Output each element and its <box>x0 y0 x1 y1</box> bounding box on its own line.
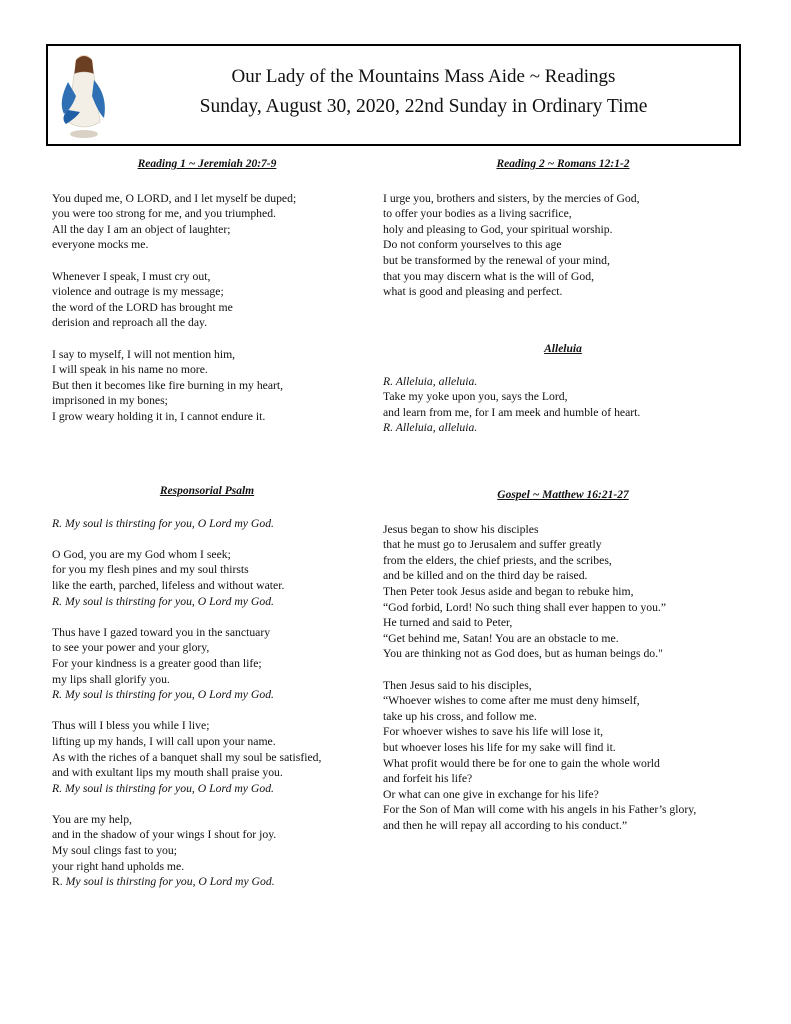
psalm-line: my lips shall glorify you. <box>52 672 170 686</box>
reading1-line: everyone mocks me. <box>52 238 149 252</box>
gospel-heading: Gospel ~ Matthew 16:21-27 <box>497 489 629 501</box>
psalm-line: and with exultant lips my mouth shall praise you. <box>52 766 283 780</box>
psalm-line: and in the shadow of your wings I shout for joy. <box>52 828 277 842</box>
reading1-line: Whenever I speak, I must cry out, <box>52 269 211 283</box>
psalm-response: R. My soul is thirsting for you, O Lord my God. <box>52 516 274 530</box>
gospel-line: and forfeit his life? <box>383 772 473 786</box>
psalm-line: As with the riches of a banquet shall my soul be satisfied, <box>52 750 322 764</box>
reading2-line: holy and pleasing to God, your spiritual worship. <box>383 222 613 236</box>
page-title: Our Lady of the Mountains Mass Aide ~ Readings <box>231 66 616 87</box>
psalm-section <box>52 484 362 890</box>
gospel-line: For the Son of Man will come with his angels in his Father’s glory, <box>383 803 697 817</box>
reading2-line: that you may discern what is the will of God, <box>383 269 594 283</box>
gospel-line: Jesus began to show his disciples <box>383 522 539 536</box>
reading1-line: you were too strong for me, and you triumphed. <box>52 207 276 221</box>
psalm-line: your right hand upholds me. <box>52 859 185 873</box>
reading1-line: I grow weary holding it in, I cannot endure it. <box>52 409 266 423</box>
reading1-line: I will speak in his name no more. <box>52 363 208 377</box>
alleluia-response: R. Alleluia, alleluia. <box>383 421 478 435</box>
reading2-section <box>383 157 743 300</box>
psalm-heading: Responsorial Psalm <box>159 485 255 497</box>
page-subtitle: Sunday, August 30, 2020, 22nd Sunday in Ordinary Time <box>199 96 648 117</box>
reading2-line: to offer your bodies as a living sacrifice, <box>383 207 572 221</box>
header-box <box>46 44 741 146</box>
psalm-line: For your kindness is a greater good than life; <box>52 656 262 670</box>
psalm-response: R. My soul is thirsting for you, O Lord my God. <box>52 688 274 702</box>
reading1-line: You duped me, O LORD, and I let myself be duped; <box>52 191 297 205</box>
gospel-line: Or what can one give in exchange for his life? <box>383 787 599 801</box>
psalm-line: lifting up my hands, I will call upon your name. <box>52 734 276 748</box>
alleluia-section <box>383 342 743 436</box>
reading1-line: All the day I am an object of laughter; <box>52 222 231 236</box>
psalm-line: You are my help, <box>52 812 132 826</box>
reading1-heading: Reading 1 ~ Jeremiah 20:7-9 <box>137 158 277 170</box>
gospel-line: that he must go to Jerusalem and suffer greatly <box>383 538 602 552</box>
psalm-final-response-text: My soul is thirsting for you, O Lord my God. <box>65 875 275 889</box>
reading1-line: But then it becomes like fire burning in my heart, <box>52 378 284 392</box>
psalm-line: My soul clings fast to you; <box>52 844 177 858</box>
gospel-line: “Get behind me, Satan! You are an obstacle to me. <box>383 631 619 645</box>
gospel-line: and be killed and on the third day be raised. <box>383 569 588 583</box>
reading1-line: violence and outrage is my message; <box>52 285 224 299</box>
gospel-line: For whoever wishes to save his life will lose it, <box>383 725 604 739</box>
gospel-line: but whoever loses his life for my sake will find it. <box>383 740 616 754</box>
gospel-line: take up his cross, and follow me. <box>383 709 537 723</box>
reading2-line: but be transformed by the renewal of your mind, <box>383 253 610 267</box>
reading1-line: imprisoned in my bones; <box>52 394 168 408</box>
psalm-response: R. My soul is thirsting for you, O Lord my God. <box>52 781 274 795</box>
psalm-final-r: R. <box>52 875 63 889</box>
gospel-line: Then Peter took Jesus aside and began to rebuke him, <box>383 584 634 598</box>
reading1-line: the word of the LORD has brought me <box>52 300 233 314</box>
reading2-line: what is good and pleasing and perfect. <box>383 285 563 299</box>
gospel-line: You are thinking not as God does, but as human beings do." <box>383 647 663 661</box>
psalm-line: to see your power and your glory, <box>52 641 210 655</box>
psalm-final-response <box>52 874 362 890</box>
psalm-line: Thus will I bless you while I live; <box>52 719 210 733</box>
gospel-line: from the elders, the chief priests, and the scribes, <box>383 553 612 567</box>
reading1-line: I say to myself, I will not mention him, <box>52 347 236 361</box>
psalm-response: R. My soul is thirsting for you, O Lord my God. <box>52 594 274 608</box>
gospel-line: “God forbid, Lord! No such thing shall ever happen to you.” <box>383 600 667 614</box>
reading2-line: Do not conform yourselves to this age <box>383 238 562 252</box>
gospel-line: What profit would there be for one to gain the whole world <box>383 756 660 770</box>
reading1-section <box>52 157 362 425</box>
gospel-line: “Whoever wishes to come after me must deny himself, <box>383 694 640 708</box>
psalm-line: Thus have I gazed toward you in the sanctuary <box>52 625 271 639</box>
alleluia-line: and learn from me, for I am meek and humble of heart. <box>383 405 641 419</box>
psalm-line: like the earth, parched, lifeless and without water. <box>52 578 285 592</box>
gospel-line: Then Jesus said to his disciples, <box>383 678 532 692</box>
gospel-line: and then he will repay all according to his conduct.” <box>383 818 628 832</box>
gospel-line: He turned and said to Peter, <box>383 616 513 630</box>
reading2-line: I urge you, brothers and sisters, by the mercies of God, <box>383 191 640 205</box>
alleluia-line: Take my yoke upon you, says the Lord, <box>383 390 568 404</box>
psalm-line: O God, you are my God whom I seek; <box>52 547 231 561</box>
alleluia-heading: Alleluia <box>544 343 582 355</box>
alleluia-response: R. Alleluia, alleluia. <box>383 374 478 388</box>
reading2-heading: Reading 2 ~ Romans 12:1-2 <box>496 158 630 170</box>
psalm-line: for you my flesh pines and my soul thirsts <box>52 563 249 577</box>
reading1-line: derision and reproach all the day. <box>52 316 208 330</box>
gospel-section <box>383 488 743 833</box>
